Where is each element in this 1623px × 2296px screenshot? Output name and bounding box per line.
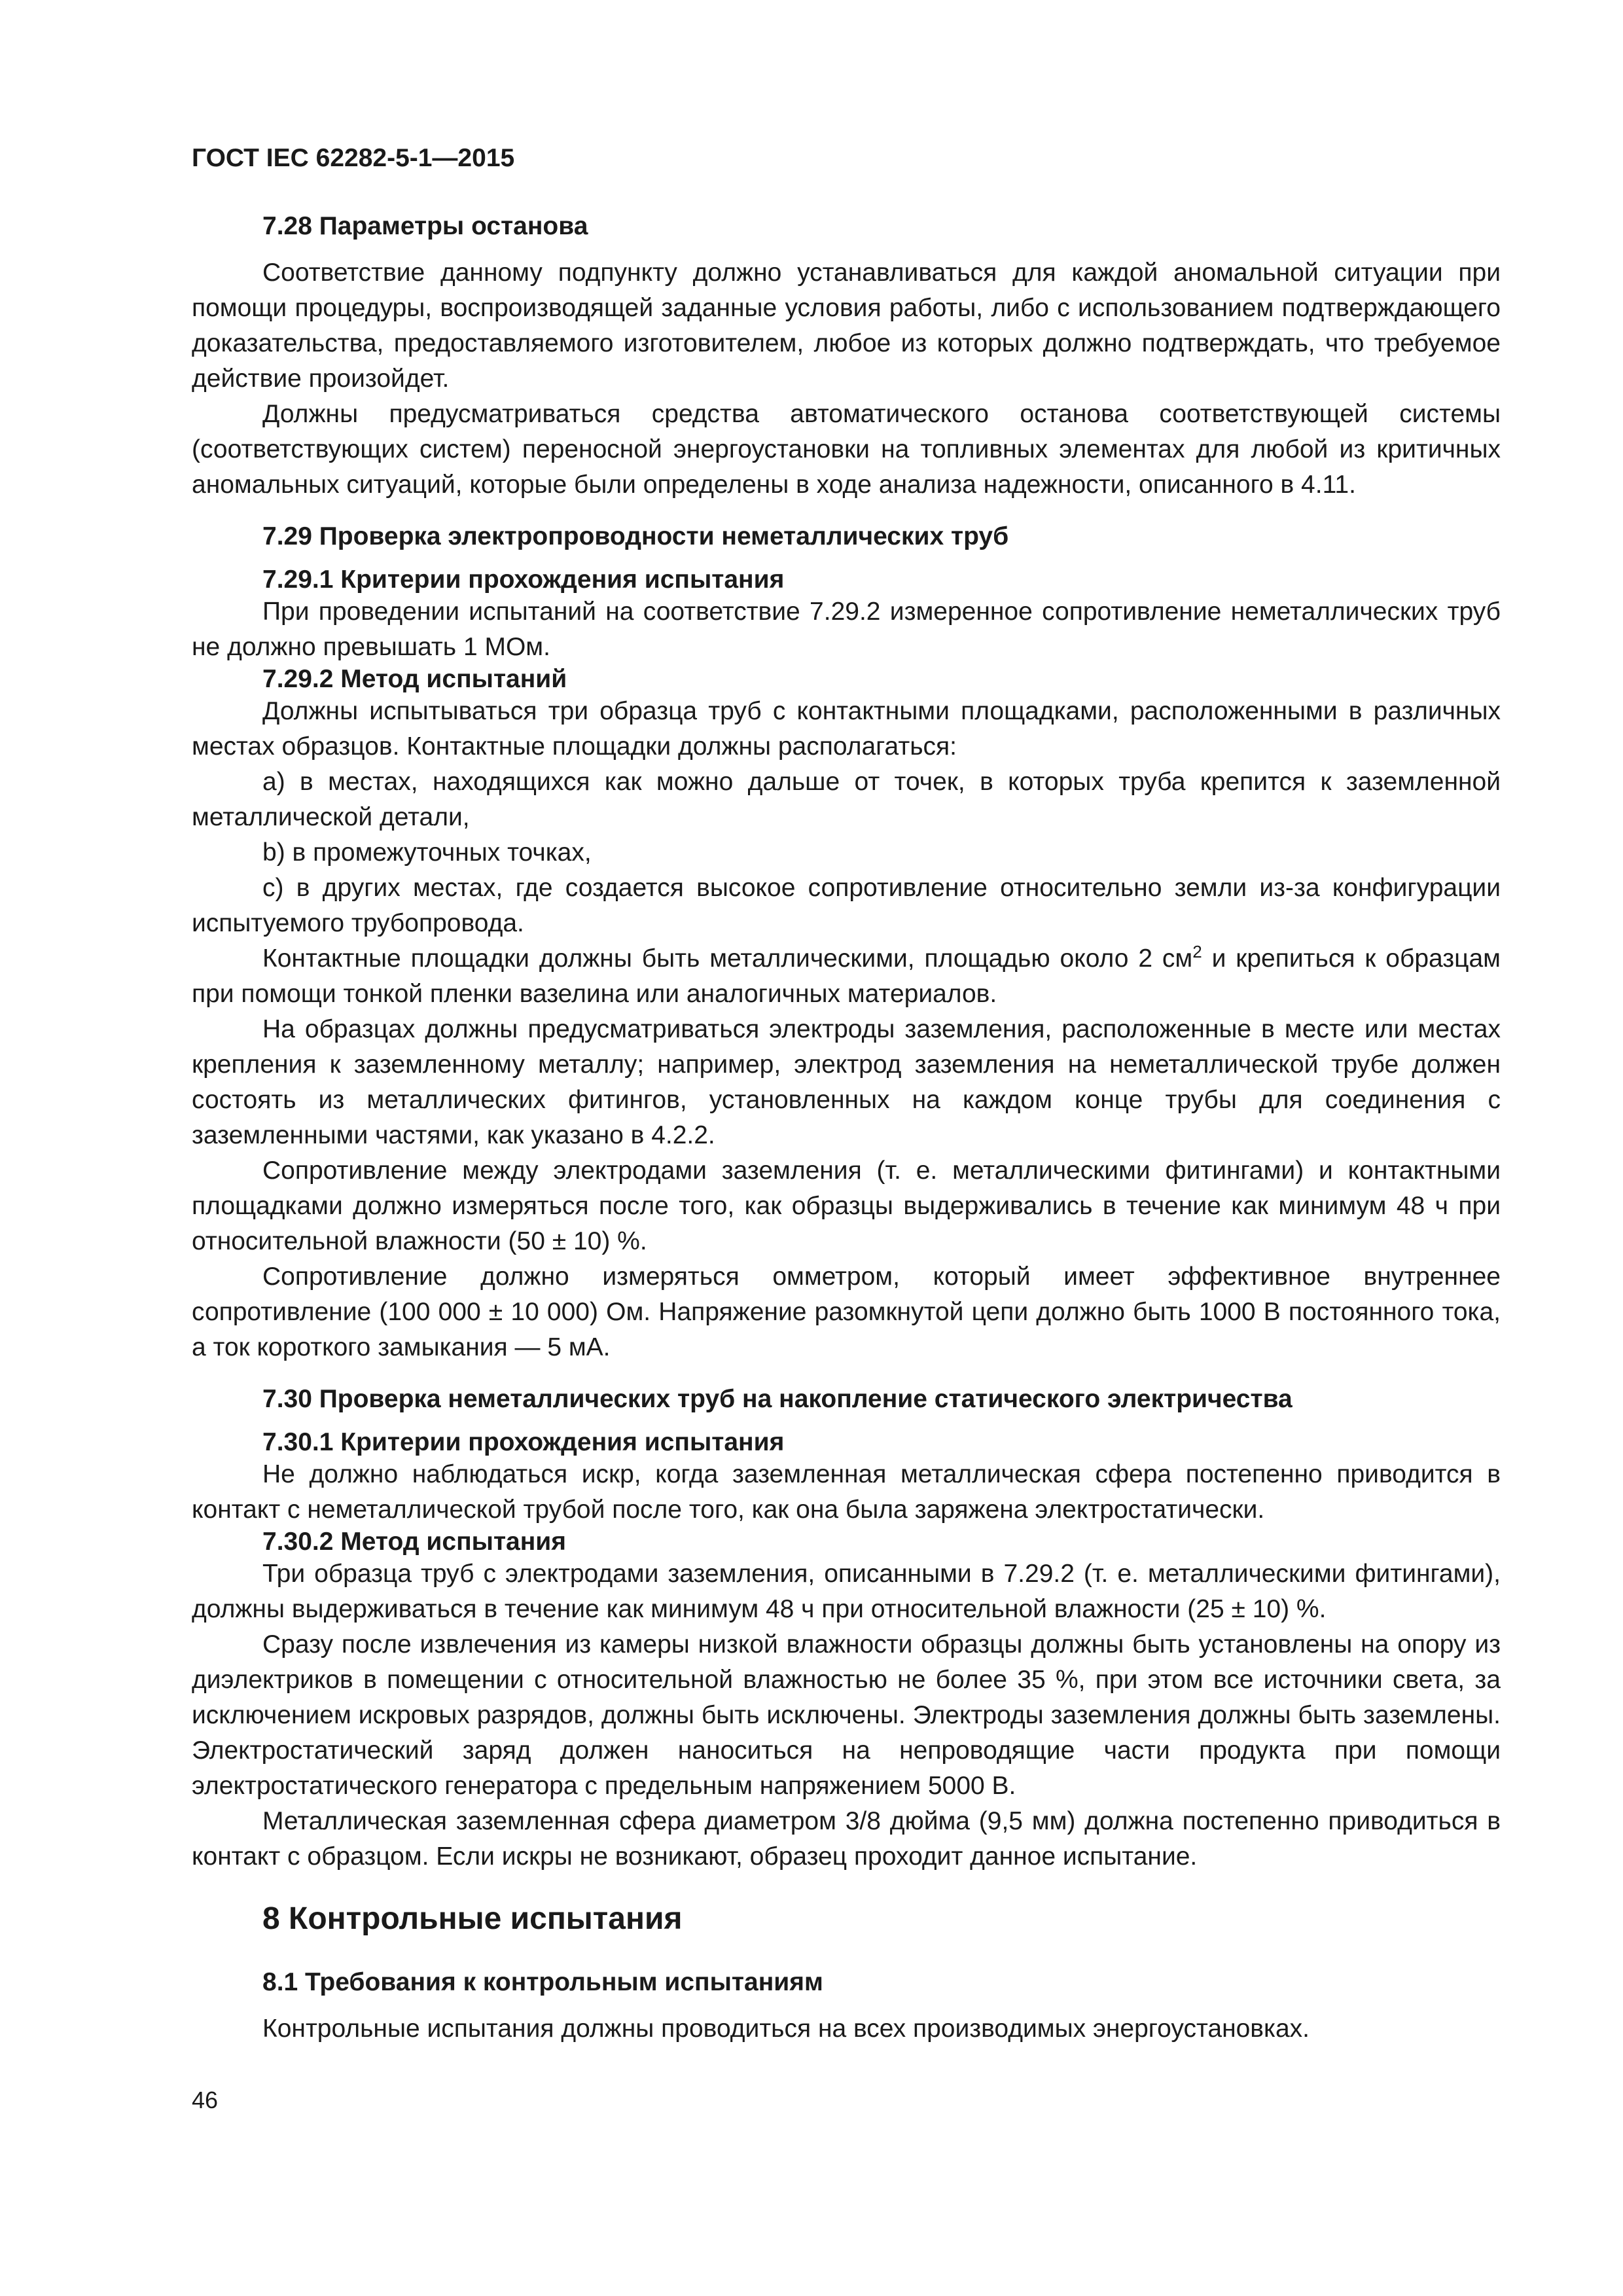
section-7-29-2-paragraph-2 xyxy=(192,941,1501,1012)
paragraph-2-text-pre: Контактные площадки должны быть металлическими, площадью около 2 см xyxy=(262,944,1193,973)
section-7-28-title: 7.28 Параметры останова xyxy=(262,212,588,240)
section-7-29-1-title: 7.29.1 Критерии прохождения испытания xyxy=(262,565,785,594)
section-7-29-2-paragraph-5: Сопротивление должно измеряться омметром, который имеет эффективное внутреннее сопротивление (100 000 ± 10 000) Ом. Напряжение разомкнутой цепи должно быть 1000 В постоянного тока, а ток короткого замыкания — 5 мА. xyxy=(192,1263,1501,1361)
section-7-29-2-paragraph-3: На образцах должны предусматриваться электроды заземления, расположенные в месте или местах крепления к заземленному металлу; например, электрод заземления на неметаллической трубе должен состоять из металлических фитингов, установленных на каждом конце трубы для соединения с заземленными частями, как указано в 4.2.2. xyxy=(192,1015,1501,1149)
section-7-30-1-title: 7.30.1 Критерии прохождения испытания xyxy=(262,1428,785,1456)
section-7-29-title: 7.29 Проверка электропроводности неметаллических труб xyxy=(262,522,1009,550)
section-7-29-2-paragraph-1: Должны испытываться три образца труб с контактными площадками, расположенными в различных местах образцов. Контактные площадки должны располагаться: xyxy=(192,697,1501,761)
list-item-b: b) в промежуточных точках, xyxy=(262,838,592,867)
section-7-29-2-paragraph-4: Сопротивление между электродами заземления (т. е. металлическими фитингами) и контактными площадками должно измеряться после того, как образцы выдерживались в течение как минимум 48 ч при относительной влажности (50 ± 10) %. xyxy=(192,1157,1501,1255)
list-item-c: c) в других местах, где создается высокое сопротивление относительно земли из-за конфигурации испытуемого трубопровода. xyxy=(192,874,1501,937)
page-number: 46 xyxy=(192,2087,219,2113)
section-7-30-title: 7.30 Проверка неметаллических труб на накопление статического электричества xyxy=(262,1385,1293,1413)
section-7-28-paragraph-1: Соответствие данному подпункту должно устанавливаться для каждой аномальной ситуации при помощи процедуры, воспроизводящей заданные условия работы, либо с использованием подтверждающего доказательства, предоставляемого изготовителем, любое из которых должно подтверждать, что требуемое действие произойдет. xyxy=(192,259,1501,393)
section-7-30-2-paragraph-2: Сразу после извлечения из камеры низкой влажности образцы должны быть установлены на опору из диэлектриков в помещении с относительной влажностью не более 35 %, при этом все источники света, за исключением искровых разрядов, должны быть исключены. Электроды заземления должны быть заземлены. Электростатический заряд должен наноситься на непроводящие части продукта при помощи электростатического генератора с предельным напряжением 5000 В. xyxy=(192,1630,1501,1800)
document-header: ГОСТ IEC 62282-5-1—2015 xyxy=(192,144,515,172)
section-7-30-2-title: 7.30.2 Метод испытания xyxy=(262,1528,567,1556)
section-7-30-2-paragraph-3: Металлическая заземленная сфера диаметром 3/8 дюйма (9,5 мм) должна постепенно приводиться в контакт с образцом. Если искры не возникают, образец проходит данное испытание. xyxy=(192,1807,1501,1871)
section-7-29-1-paragraph: При проведении испытаний на соответствие 7.29.2 измеренное сопротивление неметаллических труб не должно превышать 1 МОм. xyxy=(192,598,1501,661)
section-8-title: 8 Контрольные испытания xyxy=(262,1901,683,1936)
section-7-29-2-title: 7.29.2 Метод испытаний xyxy=(262,665,567,693)
document-page xyxy=(192,144,1501,2047)
section-8-1-title: 8.1 Требования к контрольным испытаниям xyxy=(262,1968,823,1996)
section-7-28-paragraph-2: Должны предусматриваться средства автоматического останова соответствующей системы (соответствующих систем) переносной энергоустановки на топливных элементах для любой из критичных аномальных ситуаций, которые были определены в ходе анализа надежности, описанного в 4.11. xyxy=(192,400,1501,499)
section-7-30-1-paragraph: Не должно наблюдаться искр, когда заземленная металлическая сфера постепенно приводится в контакт с неметаллической трубой после того, как она была заряжена электростатически. xyxy=(192,1460,1501,1524)
list-item-a: a) в местах, находящихся как можно дальше от точек, в которых труба крепится к заземленной металлической детали, xyxy=(192,768,1501,831)
section-7-30-2-paragraph-1: Три образца труб с электродами заземления, описанными в 7.29.2 (т. е. металлическими фитингами), должны выдерживаться в течение как минимум 48 ч при относительной влажности (25 ± 10) %. xyxy=(192,1560,1501,1623)
superscript-2: 2 xyxy=(1192,942,1202,961)
section-8-1-paragraph: Контрольные испытания должны проводиться на всех производимых энергоустановках. xyxy=(262,2015,1310,2043)
paragraph-2-text-post: и крепиться к образцам при помощи тонкой пленки вазелина или аналогичных материалов. xyxy=(192,944,1501,1008)
